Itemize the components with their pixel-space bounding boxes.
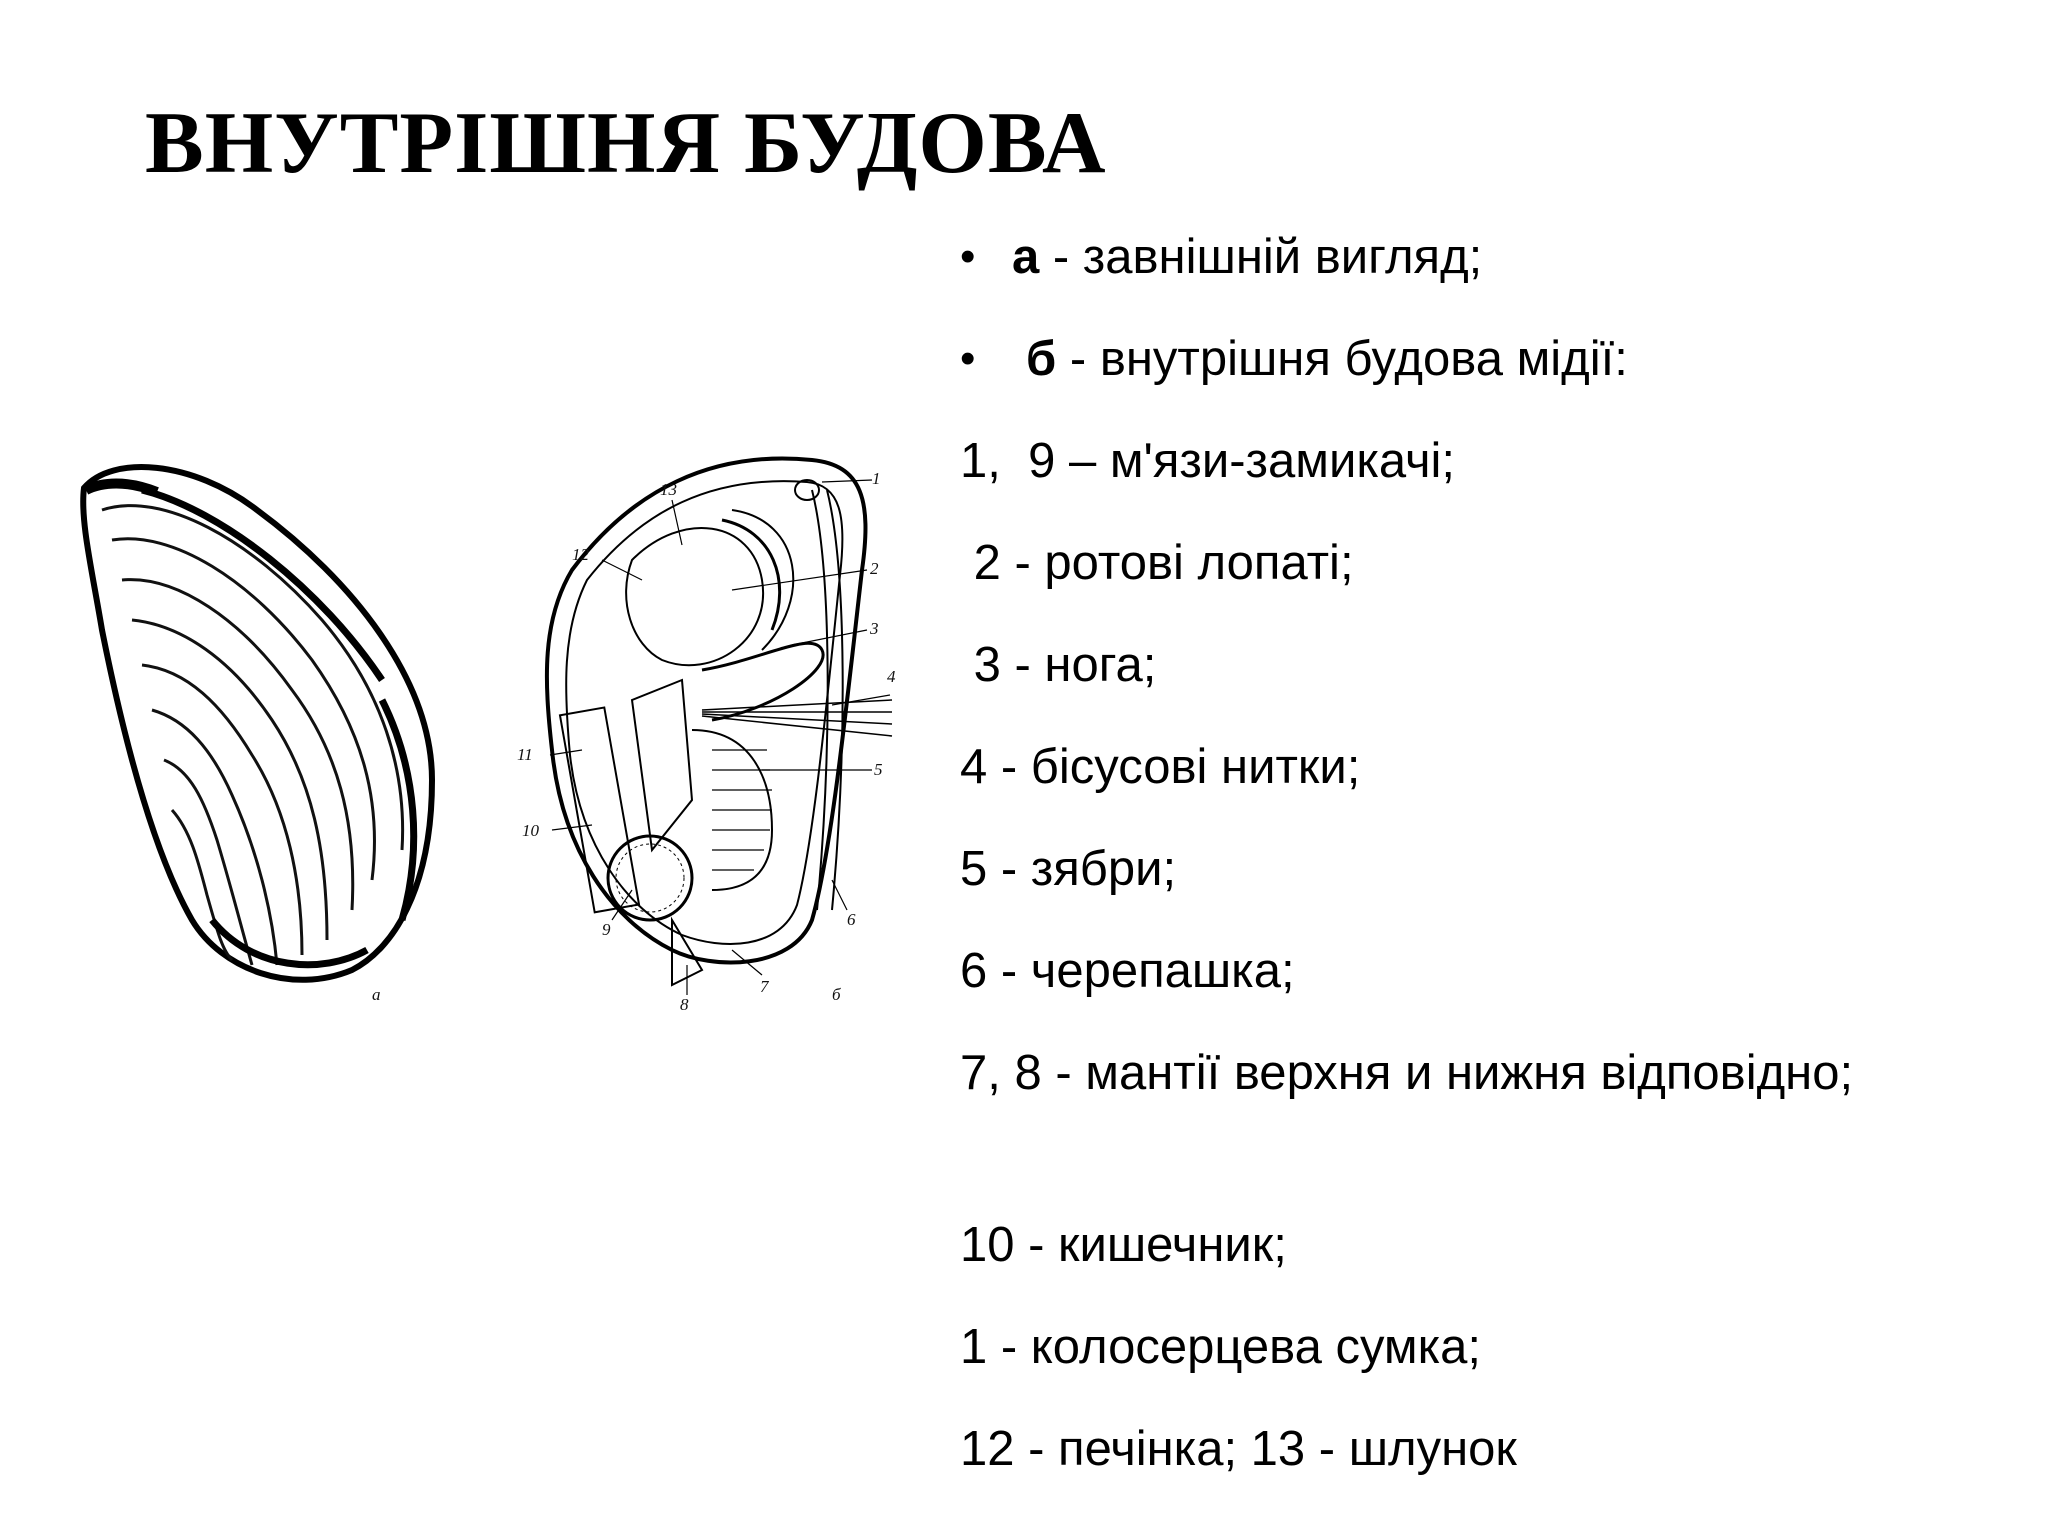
- label-7: 7: [760, 977, 769, 996]
- legend-bullet-b: [960, 324, 2000, 426]
- bullet-letter-b: б: [1026, 332, 1057, 386]
- legend-list: [960, 222, 2000, 1516]
- legend-bullet-a: [960, 222, 2000, 324]
- caption-a: а: [372, 985, 381, 1004]
- legend-item: 6 - черепашка;: [960, 944, 1295, 998]
- legend-item: 5 - зябри;: [960, 842, 1177, 896]
- label-1: 1: [872, 469, 881, 488]
- legend-item: 2 - ротові лопаті;: [960, 536, 1354, 590]
- mussel-illustration: [72, 450, 902, 1020]
- mussel-exterior-drawing: [83, 467, 432, 980]
- legend-item: 4 - бісусові нитки;: [960, 740, 1361, 794]
- caption-b: б: [832, 985, 841, 1004]
- label-5: 5: [874, 760, 883, 779]
- label-12: 12: [572, 545, 589, 564]
- label-13: 13: [660, 480, 677, 499]
- label-6: 6: [847, 910, 856, 929]
- legend-item: 1 - колосерцева сумка;: [960, 1320, 1481, 1374]
- slide-title: ВНУТРІШНЯ БУДОВА: [145, 95, 1107, 192]
- legend-item: 10 - кишечник;: [960, 1218, 1287, 1272]
- diagram-labels: [517, 469, 896, 1014]
- label-2: 2: [870, 559, 879, 578]
- bullet-text-a: - завнішній вигляд;: [1039, 230, 1483, 284]
- bullet-letter-a: а: [1012, 230, 1040, 284]
- mussel-internal-drawing: [547, 458, 892, 995]
- legend-item: 7, 8 - мантії верхня и нижня відповідно;: [960, 1046, 1854, 1100]
- legend-item: 12 - печінка; 13 - шлунок: [960, 1422, 1517, 1476]
- label-8: 8: [680, 995, 689, 1014]
- legend-item: 3 - нога;: [960, 638, 1157, 692]
- mussel-diagram-svg: [72, 450, 902, 1020]
- label-10: 10: [522, 821, 539, 840]
- label-4: 4: [887, 667, 896, 686]
- label-9: 9: [602, 920, 611, 939]
- label-11: 11: [517, 745, 533, 764]
- label-3: 3: [870, 619, 879, 638]
- bullet-text-b: - внутрішня будова мідії:: [1056, 332, 1628, 386]
- legend-item: 1, 9 – м'язи-замикачі;: [960, 434, 1456, 488]
